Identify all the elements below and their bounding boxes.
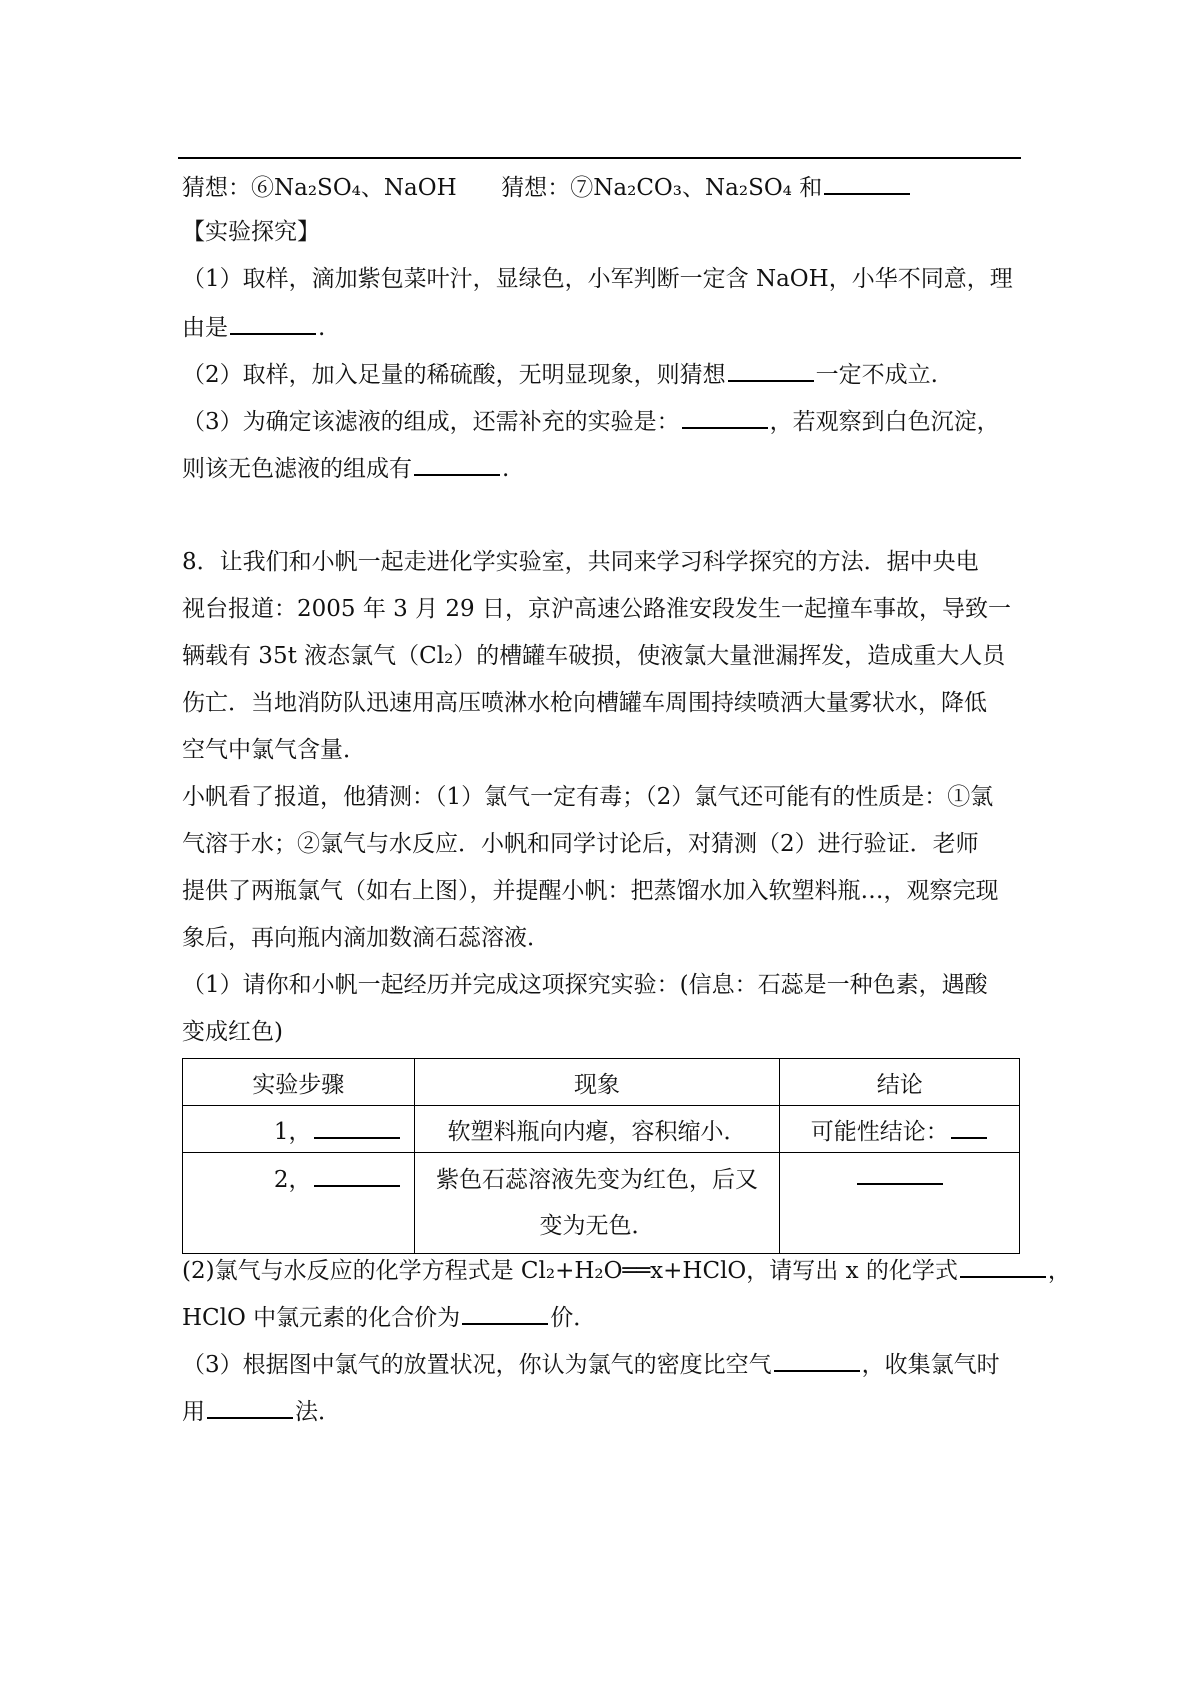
s2-comma: ，: [1047, 1258, 1071, 1284]
question-1-line-1: （1）取样，滴加紫包菜叶汁，显绿色，小军判断一定含 NaOH，小华不同意，理: [182, 266, 1013, 292]
answer-blank[interactable]: [207, 1395, 293, 1419]
subquestion-3-line-2: [182, 1395, 341, 1427]
s3-text-mid: ，收集氯气时: [861, 1352, 1000, 1378]
s2-text: (2)氯气与水反应的化学方程式是 Cl₂+H₂O══x+HClO，请写出 x 的化学式: [182, 1258, 958, 1284]
phenomenon-cell: 软塑料瓶向内瘪，容积缩小．: [414, 1106, 780, 1153]
question-3-line-1: [182, 405, 1000, 437]
problem-8-line-1: 8．让我们和小帆一起走进化学实验室，共同来学习科学探究的方法．据中央电: [182, 549, 979, 575]
answer-blank[interactable]: [774, 1348, 860, 1372]
q3-text-mid: ，若观察到白色沉淀，: [769, 409, 1000, 435]
table-row: [183, 1106, 1020, 1153]
answer-blank[interactable]: [462, 1301, 548, 1325]
q2-text-end: 一定不成立.: [815, 362, 938, 388]
q2-text: （2）取样，加入足量的稀硫酸，无明显现象，则猜想: [182, 362, 726, 388]
q3-text-end: 则该无色滤液的组成有: [182, 456, 412, 482]
step-cell: [183, 1153, 415, 1254]
header-conclusion: 结论: [780, 1059, 1020, 1106]
header-steps: 实验步骤: [183, 1059, 415, 1106]
answer-blank[interactable]: [314, 1163, 400, 1187]
guess-line: [182, 171, 912, 203]
problem-8-line-9: 象后，再向瓶内滴加数滴石蕊溶液．: [182, 925, 550, 951]
answer-blank[interactable]: [682, 405, 768, 429]
s2-text-2: HClO 中氯元素的化合价为: [182, 1305, 461, 1331]
answer-blank[interactable]: [728, 358, 814, 382]
subquestion-3-line-1: [182, 1348, 1000, 1380]
period: .: [502, 456, 510, 482]
question-3-line-2: [182, 452, 509, 484]
table-row: [183, 1153, 1020, 1254]
s2-text-end: 价．: [550, 1305, 597, 1331]
step-number: 1，: [273, 1118, 312, 1145]
problem-8-line-6: 小帆看了报道，他猜测：（1）氯气一定有毒；（2）氯气还可能有的性质是：①氯: [182, 784, 994, 810]
s3-text-end: 法．: [295, 1399, 341, 1425]
answer-blank[interactable]: [414, 452, 500, 476]
experiment-table: [182, 1058, 1020, 1254]
problem-8-line-3: 辆载有 35t 液态氯气（Cl₂）的槽罐车破损，使液氯大量泄漏挥发，造成重大人员: [182, 643, 1006, 669]
header-rule: [178, 157, 1021, 159]
answer-blank[interactable]: [314, 1115, 400, 1139]
conclusion-cell: [780, 1153, 1020, 1254]
s3-text-2: 用: [182, 1399, 205, 1425]
answer-blank[interactable]: [824, 171, 910, 195]
phenomenon-text-1: 紫色石蕊溶液先变为红色，后又: [435, 1167, 758, 1193]
guess-6: 猜想：⑥Na₂SO₄、NaOH: [182, 175, 457, 201]
conclusion-cell: [780, 1106, 1020, 1153]
subquestion-1-line-1: （1）请你和小帆一起经历并完成这项探究实验：(信息：石蕊是一种色素，遇酸: [182, 972, 988, 998]
problem-8-line-5: 空气中氯气含量．: [182, 737, 366, 763]
problem-8-line-4: 伤亡．当地消防队迅速用高压喷淋水枪向槽罐车周围持续喷洒大量雾状水，降低: [182, 690, 987, 716]
step-cell: [183, 1106, 415, 1153]
question-1-line-2: [182, 311, 325, 343]
step-number: 2，: [273, 1167, 312, 1193]
q1-text: 由是: [182, 315, 228, 341]
subquestion-2-line-1: [182, 1254, 1071, 1286]
problem-8-line-7: 气溶于水；②氯气与水反应．小帆和同学讨论后，对猜测（2）进行验证．老师: [182, 831, 979, 857]
header-phenomenon: 现象: [414, 1059, 780, 1106]
answer-blank[interactable]: [951, 1115, 987, 1139]
problem-8-line-8: 提供了两瓶氯气（如右上图），并提醒小帆：把蒸馏水加入软塑料瓶…，观察完现: [182, 878, 999, 904]
table-header-row: [183, 1059, 1020, 1106]
section-heading: 【实验探究】: [182, 219, 320, 245]
period: .: [318, 315, 326, 341]
answer-blank[interactable]: [960, 1254, 1046, 1278]
answer-blank[interactable]: [857, 1161, 943, 1185]
guess-7: 猜想：⑦Na₂CO₃、Na₂SO₄ 和: [501, 175, 823, 201]
conclusion-label: 可能性结论：: [810, 1118, 949, 1145]
q3-text: （3）为确定该滤液的组成，还需补充的实验是：: [182, 409, 680, 435]
phenomenon-cell: [414, 1153, 780, 1254]
problem-8-line-2: 视台报道：2005 年 3 月 29 日，京沪高速公路淮安段发生一起撞车事故，导致一: [182, 596, 1011, 622]
phenomenon-text-2: 变为无色．: [539, 1213, 655, 1239]
subquestion-2-line-2: [182, 1301, 596, 1333]
answer-blank[interactable]: [230, 311, 316, 335]
subquestion-1-line-2: 变成红色): [182, 1019, 283, 1045]
question-2-line: [182, 358, 938, 390]
s3-text: （3）根据图中氯气的放置状况，你认为氯气的密度比空气: [182, 1352, 772, 1378]
